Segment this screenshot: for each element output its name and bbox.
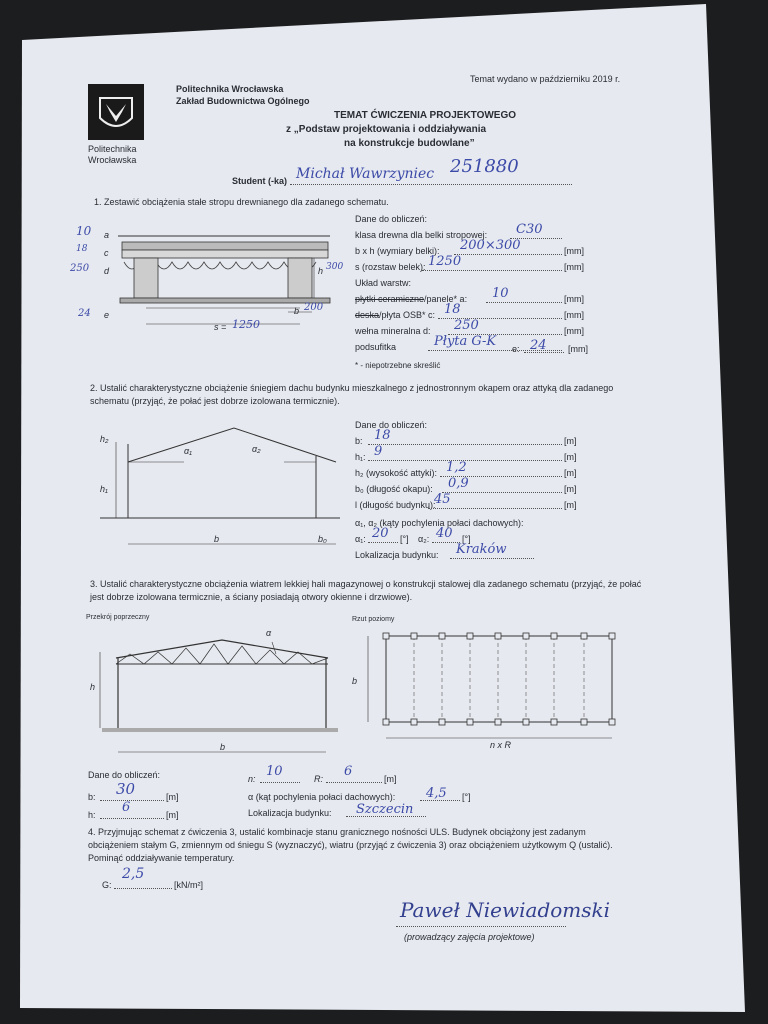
task1-heading: 1. Zestawić obciążenia stałe stropu drewnianego dla zadanego schematu. <box>94 197 389 207</box>
task3-location-label: Lokalizacja budynku: <box>248 808 332 818</box>
task2-field-unit: [m] <box>564 484 577 494</box>
task1-e-label: e: <box>512 344 520 354</box>
task1-field-unit: [mm] <box>564 262 584 272</box>
task2-field-line <box>428 508 562 509</box>
task4-g-label: G: <box>102 880 112 890</box>
section-h: h <box>90 682 96 692</box>
task2-field-label: l (długość budynku): <box>355 500 436 510</box>
task2-alpha1-label: α₁: <box>355 534 366 544</box>
task2-field-label: h₂ (wysokość attyki): <box>355 468 438 478</box>
task3-alpha-value: 4,5 <box>426 786 447 801</box>
task1-given-label: Dane do obliczeń: <box>355 214 428 224</box>
task1-field-value: C30 <box>516 222 543 237</box>
task2-field-label: b₀ (długość okapu): <box>355 484 433 494</box>
diagram-alpha1: α₁ <box>184 446 192 456</box>
task1-field-unit: [mm] <box>564 326 584 336</box>
task3-given-label: Dane do obliczeń: <box>88 770 161 780</box>
task1-field-line <box>422 270 562 271</box>
plan-label: Rzut poziomy <box>352 616 395 623</box>
plan-b: b <box>352 676 358 686</box>
task2-field-value: 9 <box>374 444 383 459</box>
task3-r-value: 6 <box>344 764 353 779</box>
plan-nxr: n x R <box>490 740 512 750</box>
department-name: Zakład Budownictwa Ogólnego <box>176 96 310 106</box>
task2-field-line <box>442 492 562 493</box>
layer-d-hand: 250 <box>70 263 90 274</box>
signature-line <box>396 926 566 927</box>
task2-alpha2-value: 40 <box>436 526 453 541</box>
hall-plan-diagram <box>356 628 626 752</box>
task1-field-value: 1250 <box>428 254 462 269</box>
task4-g-unit: [kN/m²] <box>174 880 203 890</box>
institution-name: Politechnika Wrocławska <box>176 84 284 94</box>
task2-field-unit: [m] <box>564 452 577 462</box>
task2-field-line <box>368 444 562 445</box>
student-line <box>290 184 572 185</box>
task1-field-value: 18 <box>444 302 461 317</box>
task2-heading: 2. Ustalić charakterystyczne obciążenie śniegiem dachu budynku mieszkalnego z jednostronnym okapem oraz attyką dla zadanego schematu (przyjąć, że połać jest dobrze izolowana termicznie). <box>90 383 614 406</box>
task3-b-unit: [m] <box>166 792 179 802</box>
task3-h-unit: [m] <box>166 810 179 820</box>
task1-field-unit: [mm] <box>564 294 584 304</box>
logo-text-2: Wrocławska <box>88 155 137 165</box>
task3-h-line <box>100 818 164 819</box>
task3-n-line <box>260 782 300 783</box>
snow-roof-diagram <box>94 422 350 562</box>
task1-footnote: * - niepotrzebne skreślić <box>355 361 441 370</box>
layer-a-label: a <box>104 230 110 240</box>
spacing-s-label: s = <box>214 322 227 332</box>
diagram-alpha2: α₂ <box>252 444 261 454</box>
task1-field-unit: [mm] <box>564 310 584 320</box>
beam-b-label: b <box>294 306 300 316</box>
task4-g-line <box>114 888 172 889</box>
task3-h-value: 6 <box>122 800 131 815</box>
task3-heading: 3. Ustalić charakterystyczne obciążenia wiatrem lekkiej hali magazynowej o konstrukcji stalowej dla zadanego schematu (przyjąć, że połać jest dobrze izolowana termicznie, a ściany posiadają otwory okienne i drzwiowe). <box>90 579 642 602</box>
task1-field-label: Układ warstw: <box>355 278 412 288</box>
task1-field-line <box>486 302 562 303</box>
task2-location-line <box>450 558 534 559</box>
student-name: Michał Wawrzyniec <box>296 166 435 182</box>
task1-field-label: b x h (wymiary belki): <box>355 246 440 256</box>
layer-c-label: c <box>104 248 109 258</box>
task3-alpha-label: α (kąt pochylenia połaci dachowych): <box>248 792 396 802</box>
eagle-emblem-icon <box>88 84 144 140</box>
beam-b-hand: 200 <box>304 302 324 313</box>
diagram-h2: h₂ <box>100 434 109 444</box>
task1-field-unit: [mm] <box>564 246 584 256</box>
task3-h-label: h: <box>88 810 96 820</box>
title-line-1: TEMAT ĆWICZENIA PROJEKTOWEGO <box>334 110 517 121</box>
diagram-h1: h₁ <box>100 484 108 494</box>
task2-angles-label: α₁, α₂ (kąty pochylenia połaci dachowych): <box>355 518 524 528</box>
task3-n-value: 10 <box>266 764 283 779</box>
task3-r-label: R: <box>314 774 323 784</box>
task1-field-label: klasa drewna dla belki stropowej: <box>355 230 488 240</box>
task2-field-label: b: <box>355 436 363 446</box>
spacing-s-hand: 1250 <box>232 318 260 331</box>
section-alpha: α <box>266 628 272 638</box>
task3-b-value: 30 <box>116 780 136 798</box>
layer-d-label: d <box>104 266 110 276</box>
task4-heading: 4. Przyjmując schemat z ćwiczenia 3, ustalić kombinacje stanu granicznego nośności ULS. Budynek obciążony jest zadanym obciążeniem stałym G, zmiennym od śniegu S (wyznaczyć), wiatru (przyjąć z ćwiczenia 3) oraz obciążeniem użytkowym Q (ustalić). Pominąć oddziaływanie temperatury. <box>88 827 613 863</box>
task2-field-value: 45 <box>434 492 451 507</box>
beam-h-label: h <box>318 266 324 276</box>
task1-field-label: płytki ceramiczne/panele* a: <box>355 294 468 304</box>
task3-r-unit: [m] <box>384 774 397 784</box>
student-id: 251880 <box>450 156 519 177</box>
task2-field-label: h₁: <box>355 452 366 462</box>
issue-date: Temat wydano w październiku 2019 r. <box>470 74 621 84</box>
task2-field-unit: [m] <box>564 500 577 510</box>
task2-alpha2-unit: [°] <box>462 534 471 544</box>
section-label: Przekrój poprzeczny <box>86 614 150 621</box>
task4-g-value: 2,5 <box>122 866 145 882</box>
task3-alpha-unit: [°] <box>462 792 471 802</box>
logo-text-1: Politechnika <box>88 144 137 154</box>
task1-field-label: wełna mineralna d: <box>355 326 431 336</box>
task1-field-value: 200×300 <box>460 238 521 253</box>
task1-e-value: 24 <box>530 338 547 353</box>
task2-field-unit: [m] <box>564 436 577 446</box>
university-logo <box>88 84 144 140</box>
task3-r-line <box>326 782 382 783</box>
diagram-b: b <box>214 534 220 544</box>
section-b: b <box>220 742 226 752</box>
task2-field-value: 0,9 <box>448 476 469 491</box>
task3-b-line <box>100 800 164 801</box>
task1-field-value: Płyta G-K <box>434 334 497 349</box>
task2-field-unit: [m] <box>564 468 577 478</box>
task1-field-value: 10 <box>492 286 509 301</box>
task1-e-unit: [mm] <box>568 344 588 354</box>
task1-field-line <box>454 254 562 255</box>
task1-field-label: podsufitka <box>355 342 397 352</box>
task1-field-label: deska/płyta OSB* c: <box>355 310 436 320</box>
student-label: Student (-ka) <box>232 176 287 186</box>
task2-location-value: Kraków <box>456 542 507 557</box>
task2-alpha1-line <box>368 542 398 543</box>
task2-field-value: 1,2 <box>446 460 467 475</box>
layer-e-hand: 24 <box>78 308 91 319</box>
layer-c-hand: 18 <box>76 244 88 254</box>
task3-n-label: n: <box>248 774 256 784</box>
title-line-2: z „Podstaw projektowania i oddziaływania <box>286 124 487 135</box>
task2-alpha1-unit: [°] <box>400 534 409 544</box>
signature-handwritten: Paweł Niewiadomski <box>400 898 611 922</box>
task1-field-label: s (rozstaw belek): <box>355 262 426 272</box>
task3-b-label: b: <box>88 792 96 802</box>
task3-location-value: Szczecin <box>356 802 414 817</box>
task2-location-label: Lokalizacja budynku: <box>355 550 439 560</box>
task2-given-label: Dane do obliczeń: <box>355 420 428 430</box>
signature-role: (prowadzący zajęcia projektowe) <box>404 932 535 942</box>
task1-field-value: 250 <box>454 318 479 333</box>
task2-field-value: 18 <box>374 428 391 443</box>
task2-alpha2-label: α₂: <box>418 534 430 544</box>
diagram-b0: b₀ <box>318 534 327 544</box>
task2-alpha1-value: 20 <box>372 526 389 541</box>
beam-h-hand: 300 <box>326 262 344 272</box>
layer-e-label: e <box>104 310 110 320</box>
title-line-3: na konstrukcje budowlane” <box>344 138 475 149</box>
layer-a-hand: 10 <box>76 224 92 238</box>
